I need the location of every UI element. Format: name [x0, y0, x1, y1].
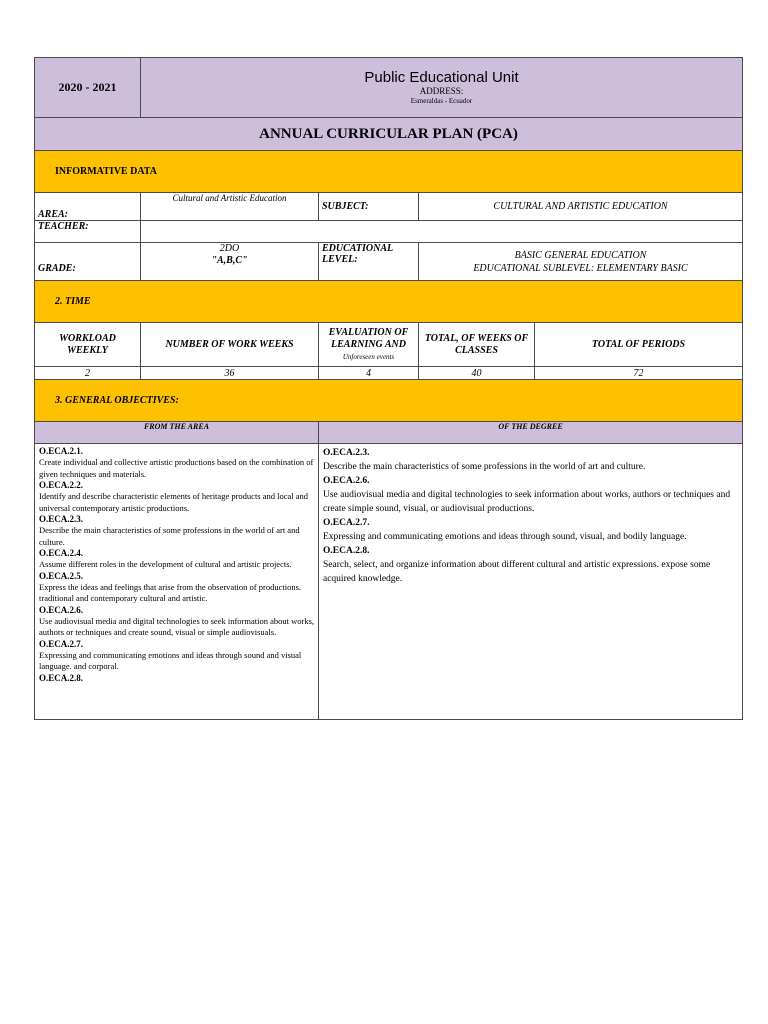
objective-item [323, 474, 738, 516]
objective-code: O.ECA.2.2. [39, 480, 84, 490]
objective-item [39, 548, 314, 571]
objective-text: Use audiovisual media and digital technologies to seek information about works, authors or techniques and create sound, visual or simple audiovisuals. [39, 615, 315, 637]
objective-code: O.ECA.2.5. [39, 570, 84, 581]
teacher-row [35, 221, 743, 243]
objective-text: Identify and describe characteristic elements of heritage products and local and universal contemporary artistic productions. [39, 491, 309, 513]
objectives-content-row [35, 444, 743, 720]
area-value: Cultural and Artistic Education [141, 193, 319, 221]
time-header-row [35, 323, 743, 367]
address-value: Esmeraldas - Ecuador [410, 97, 473, 105]
curricular-plan-document [34, 57, 742, 720]
objective-code: O.ECA.2.4. [39, 548, 84, 558]
subject-value: CULTURAL AND ARTISTIC EDUCATION [419, 193, 743, 221]
evaluation-value: 4 [319, 367, 419, 380]
objective-text: Search, select, and organize information about different cultural and artistic expressions. expose some acquired knowledge. [323, 560, 711, 584]
grade-value [141, 243, 319, 281]
from-area-header: FROM THE AREA [35, 422, 319, 444]
level-value [419, 243, 743, 281]
plan-table [34, 57, 743, 720]
objective-item [39, 639, 314, 673]
informative-section-row [35, 151, 743, 193]
objective-code: O.ECA.2.8. [39, 672, 84, 683]
objectives-section-title: 3. GENERAL OBJECTIVES: [35, 380, 743, 422]
teacher-label: TEACHER: [35, 221, 141, 243]
objective-item [39, 446, 314, 480]
plan-title: ANNUAL CURRICULAR PLAN (PCA) [35, 118, 743, 151]
level-label: EDUCATIONAL LEVEL: [319, 243, 419, 281]
level-value-1: BASIC GENERAL EDUCATION [514, 249, 647, 261]
objective-code: O.ECA.2.8. [323, 546, 370, 556]
objective-item [39, 673, 314, 684]
grade-number: 2DO [219, 243, 240, 254]
objective-text: Express the ideas and feelings that arise from the observation of productions. traditional and contemporary cultural and artistic. [39, 581, 302, 603]
evaluation-header-text: EVALUATION OF LEARNING AND [328, 326, 409, 350]
evaluation-header [319, 323, 419, 367]
degree-objectives-list [319, 444, 743, 720]
level-value-2: EDUCATIONAL SUBLEVEL: ELEMENTARY BASIC [473, 262, 688, 274]
teacher-value [141, 221, 743, 243]
header-row [35, 58, 743, 118]
objective-text: Use audiovisual media and digital technologies to seek information about works, authors or techniques and create simple sound, visual, or audiovisual productions. [323, 490, 731, 514]
objective-code: O.ECA.2.6. [39, 604, 84, 615]
grade-row [35, 243, 743, 281]
objectives-section-row [35, 380, 743, 422]
grade-sections: "A,B,C" [211, 255, 248, 266]
total-weeks-value: 40 [419, 367, 535, 380]
objective-text: Create individual and collective artistic productions based on the combination of given techniques and materials. [39, 457, 314, 479]
objective-code: O.ECA.2.6. [323, 476, 370, 486]
evaluation-header-sub: Unforeseen events [342, 352, 395, 361]
objectives-header-row [35, 422, 743, 444]
address-label: ADDRESS: [419, 86, 464, 96]
area-objectives-list [35, 444, 319, 720]
objective-item [323, 516, 738, 544]
plan-title-row [35, 118, 743, 151]
of-degree-header: OF THE DEGREE [319, 422, 743, 444]
area-row [35, 193, 743, 221]
objective-item [323, 446, 738, 474]
objective-code: O.ECA.2.1. [39, 446, 84, 456]
objective-item [39, 480, 314, 514]
objective-text: Assume different roles in the development of cultural and artistic projects. [39, 559, 292, 569]
objective-item [323, 544, 738, 586]
workload-header: WORKLOAD WEEKLY [35, 323, 141, 367]
objective-text: Expressing and communicating emotions and ideas through sound and visual language. and corporal. [39, 649, 302, 671]
objective-code: O.ECA.2.7. [323, 518, 370, 528]
time-values-row [35, 367, 743, 380]
objective-code: O.ECA.2.7. [39, 638, 84, 649]
time-section-row [35, 281, 743, 323]
school-year: 2020 - 2021 [35, 58, 141, 118]
objective-code: O.ECA.2.3. [323, 448, 370, 458]
objective-text: Expressing and communicating emotions and ideas through sound, visual, and bodily language. [323, 532, 687, 542]
objective-text: Describe the main characteristics of some professions in the world of art and culture. [323, 462, 646, 472]
workload-value: 2 [35, 367, 141, 380]
area-label: AREA: [35, 193, 141, 221]
time-section-title: 2. TIME [35, 281, 743, 323]
objective-item [39, 571, 314, 605]
objective-code: O.ECA.2.3. [39, 514, 84, 524]
total-periods-value: 72 [535, 367, 743, 380]
unit-title: Public Educational Unit [364, 69, 519, 86]
informative-section-title: INFORMATIVE DATA [35, 151, 743, 193]
objective-item [39, 605, 314, 639]
total-periods-header: TOTAL OF PERIODS [535, 323, 743, 367]
objective-text: Describe the main characteristics of some professions in the world of art and culture. [39, 525, 300, 547]
weeks-header: NUMBER OF WORK WEEKS [141, 323, 319, 367]
grade-label: GRADE: [35, 243, 141, 281]
objective-item [39, 514, 314, 548]
unit-header [141, 58, 743, 118]
subject-label: SUBJECT: [319, 193, 419, 221]
total-weeks-header: TOTAL, OF WEEKS OF CLASSES [419, 323, 535, 367]
weeks-value: 36 [141, 367, 319, 380]
